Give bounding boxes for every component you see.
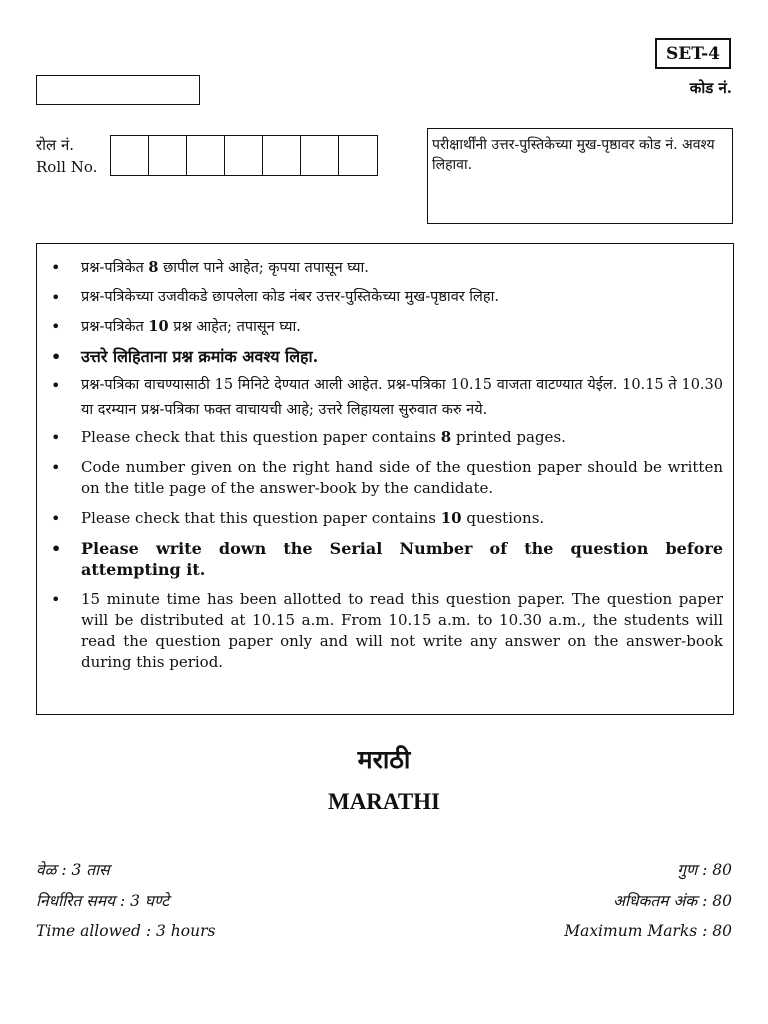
instruction-item [49, 344, 723, 369]
bullet-icon: • [51, 317, 61, 336]
bullet-icon: • [51, 258, 61, 277]
instruction-bold-text: उत्तरे लिहिताना प्रश्न क्रमांक अवश्य लिहा. [81, 347, 319, 366]
time-hindi: निर्धारित समय : 3 घण्टे [36, 892, 170, 910]
subject-title-marathi: मराठी [357, 745, 411, 774]
bullet-icon: • [51, 539, 62, 558]
instruction-bold-text: 8 [440, 428, 452, 446]
marks-english: Maximum Marks : 80 [564, 922, 732, 940]
bullet-icon: • [51, 509, 61, 528]
subject-title-english: MARATHI [327, 789, 440, 814]
instructions-list [49, 255, 723, 673]
code-label: कोड नं. [689, 79, 732, 97]
instruction-text: questions. [461, 509, 545, 527]
meta-row-hindi [36, 889, 732, 911]
time-english: Time allowed : 3 hours [36, 922, 216, 940]
bullet-icon: • [51, 347, 62, 366]
meta-row-marathi [36, 858, 732, 880]
instruction-item [49, 373, 723, 423]
roll-number-cell [149, 136, 187, 175]
instruction-text: प्रश्न-पत्रिकेत [81, 260, 149, 276]
roll-number-cell [225, 136, 263, 175]
instruction-text: Please check that this question paper contains [81, 509, 441, 527]
time-marathi: वेळ : 3 तास [36, 861, 110, 879]
instruction-item [49, 457, 723, 499]
instruction-text: प्रश्न-पत्रिका वाचण्यासाठी 15 मिनिटे देण्यात आली आहेत. प्रश्न-पत्रिका 10.15 वाजता वाटण्यात येईल. 10.15 ते 10.30 या दरम्यान प्रश्न-पत्रिका फक्त वाचायची आहे; उत्तरे लिहायला सुरुवात करु नये. [81, 377, 723, 418]
instruction-item [49, 427, 723, 448]
bullet-icon: • [51, 428, 61, 447]
roll-number-cell [339, 136, 377, 175]
instruction-item [49, 314, 723, 340]
roll-number-cell [111, 136, 149, 175]
instruction-item [49, 255, 723, 281]
code-number-box [36, 75, 200, 105]
instruction-text: प्रश्न-पत्रिकेत [81, 319, 149, 335]
instruction-bold-text: 8 [148, 259, 159, 276]
set-label: SET-4 [655, 38, 731, 69]
roll-number-cell [263, 136, 301, 175]
instruction-text: छापील पाने आहेत; कृपया तपासून घ्या. [158, 260, 369, 276]
bullet-icon: • [51, 590, 61, 609]
marks-marathi: गुण : 80 [677, 861, 732, 879]
instruction-item [49, 285, 723, 310]
bullet-icon: • [51, 458, 61, 477]
instruction-text: 15 minute time has been allotted to read this question paper. The question paper will be distributed at 10.15 a.m. From 10.15 a.m. to 10.30 a.m., the students will read the question paper only and will not write any answer on the answer-book during this period. [81, 590, 723, 671]
roll-label-marathi: रोल नं. [36, 136, 75, 154]
roll-number-cell [301, 136, 339, 175]
roll-label [36, 134, 97, 178]
instruction-item [49, 508, 723, 529]
bullet-icon: • [51, 376, 61, 395]
instruction-item [49, 589, 723, 673]
instruction-bold-text: Please write down the Serial Number of the question before attempting it. [81, 539, 723, 579]
meta-row-english [36, 922, 732, 940]
candidate-note: परीक्षार्थींनी उत्तर-पुस्तिकेच्या मुख-पृष्ठावर कोड नं. अवश्य लिहावा. [427, 128, 733, 224]
instruction-text: printed pages. [451, 428, 566, 446]
instruction-text: प्रश्न-पत्रिकेच्या उजवीकडे छापलेला कोड नंबर उत्तर-पुस्तिकेच्या मुख-पृष्ठावर लिहा. [81, 289, 499, 305]
instruction-bold-text: 10 [440, 509, 462, 527]
instruction-bold-text: 10 [148, 318, 169, 335]
instruction-text: प्रश्न आहेत; तपासून घ्या. [168, 319, 301, 335]
instruction-text: Please check that this question paper contains [81, 428, 441, 446]
instruction-text: Code number given on the right hand side of the question paper should be written on the title page of the answer-book by the candidate. [81, 458, 723, 497]
marks-hindi: अधिकतम अंक : 80 [613, 892, 732, 910]
roll-number-grid [110, 135, 378, 176]
instructions-box [36, 243, 734, 715]
instruction-item [49, 538, 723, 580]
roll-number-cell [187, 136, 225, 175]
bullet-icon: • [51, 288, 61, 307]
roll-label-english: Roll No. [36, 158, 98, 176]
